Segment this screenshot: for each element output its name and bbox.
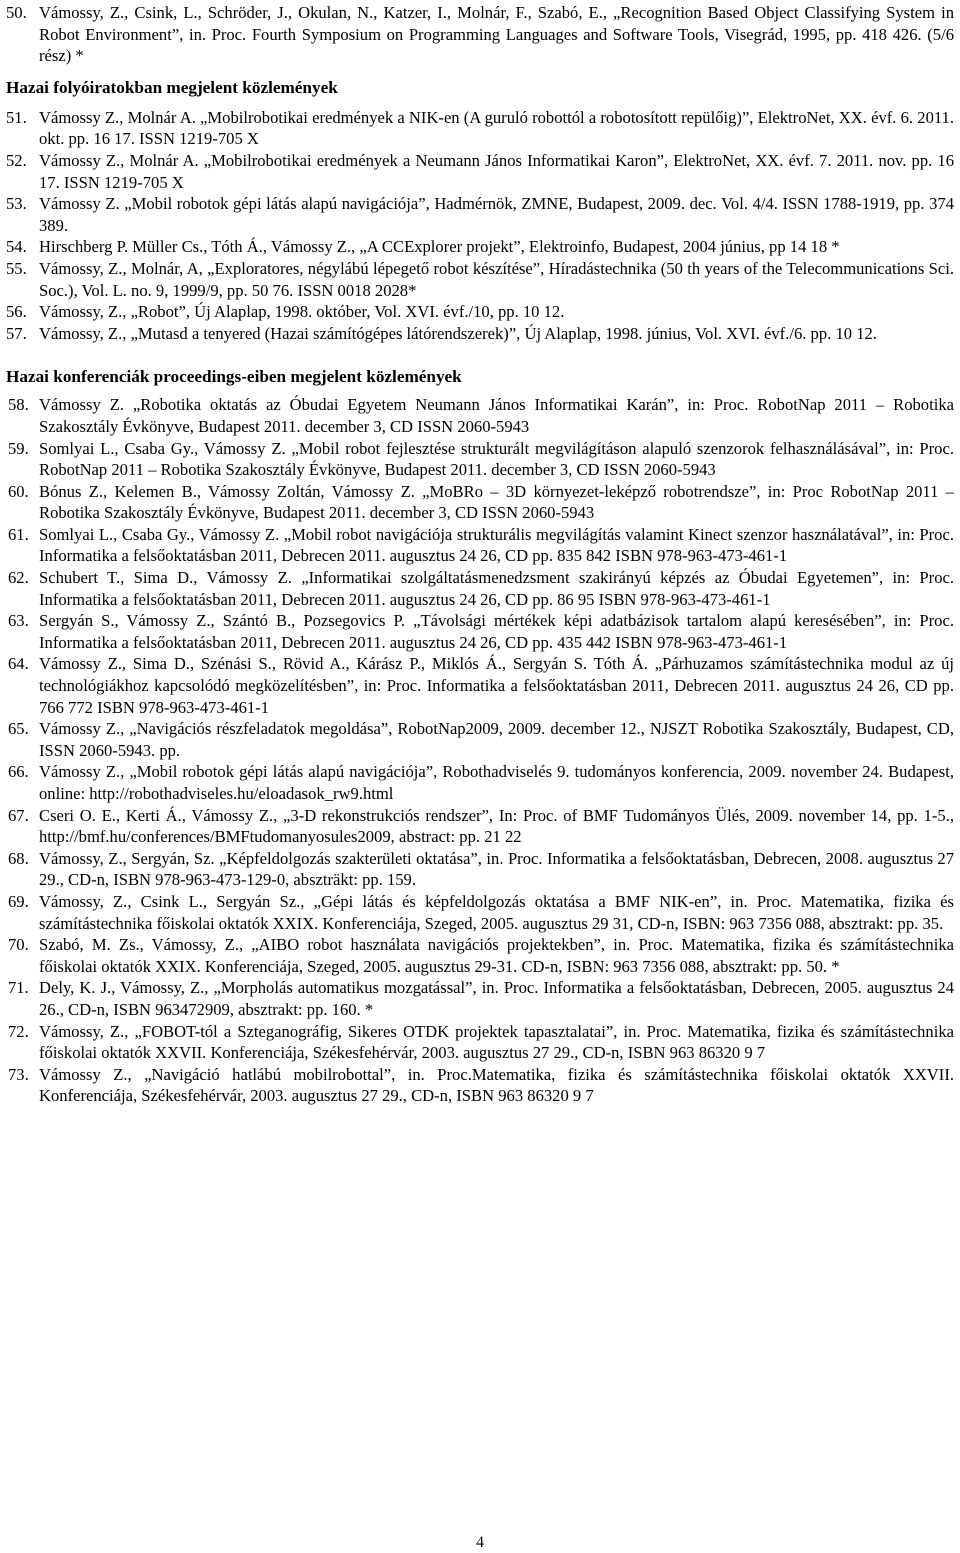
entry-text: Vámossy, Z., Sergyán, Sz. „Képfeldolgozás szakterületi oktatása”, in. Proc. Informatika a felsőoktatásban, Debrecen, 2008. augusztus 27 29., CD-n, ISBN 978-963-473-129-0, abszträkt: pp. 159.	[39, 848, 954, 890]
list-item	[6, 150, 954, 193]
list-item	[6, 236, 954, 258]
list-item	[6, 977, 954, 1020]
entry-number: 56.	[6, 302, 27, 322]
entry-text: Sergyán S., Vámossy Z., Szántó B., Pozsegovics P. „Távolsági mértékek képi adatbázisok tartalom alapú keresésében”, in: Proc. Informatika a felsőoktatásban 2011, Debrecen 2011. augusztus 24 26, CD pp. 435 442 ISBN 978-963-473-461-1	[39, 611, 954, 652]
list-item	[6, 1064, 954, 1107]
list-item	[6, 1021, 954, 1064]
list-item	[6, 567, 954, 610]
list-item	[6, 193, 954, 236]
entry-text: Vámossy Z., „Mobil robotok gépi látás alapú navigációja”, Robothadviselés 9. tudományos konferencia, 2009. november 24. Budapest, online: http://robothadviseles.hu/eloadasok_rw9.html	[39, 762, 954, 803]
entry-number: 72.	[8, 1021, 29, 1041]
entry-number: 62.	[8, 568, 29, 588]
entry-number: 57.	[6, 323, 27, 343]
entry-number: 66.	[8, 762, 29, 782]
entry-text: Szabó, M. Zs., Vámossy, Z., „AIBO robot használata navigációs projektekben”, in. Proc. Matematika, fizika és számítástechnika főiskolai oktatók XXIX. Konferenciája, Szeged, 2005. augusztus 29-31. CD-n, ISBN: 963 7356 088, absztrakt: pp. 50. *	[39, 935, 954, 976]
list-item	[6, 323, 954, 345]
list-item	[6, 653, 954, 718]
list-item	[6, 481, 954, 524]
page-number: 4	[476, 1534, 484, 1551]
entry-text: Vámossy, Z., Csink, L., Schröder, J., Okulan, N., Katzer, I., Molnár, F., Szabó, E., „Recognition Based Object Classifying System in Robot Environment”, in. Proc. Fourth Symposium on Programming Languages and Software Tools, Visegrád, 1995, pp. 418 426. (5/6 rész) *	[39, 3, 954, 66]
list-item	[6, 394, 954, 437]
entry-text: Vámossy Z., „Navigációs részfeladatok megoldása”, RobotNap2009, 2009. december 12., NJSZT Robotika Szakosztály, Budapest, CD, ISSN 2060-5943. pp.	[39, 719, 954, 760]
list-item	[6, 891, 954, 934]
entry-text: Cseri O. E., Kerti Á., Vámossy Z., „3-D rekonstrukciós rendszer”, In: Proc. of BMF Tudományos Ülés, 2009. november 14, pp. 1-5., http://bmf.hu/conferences/BMFtudomanyosules2009, abstract: pp. 21 22	[39, 805, 954, 847]
list-item	[6, 107, 954, 150]
entry-number: 70.	[8, 935, 29, 955]
entry-number: 60.	[8, 481, 29, 501]
entry-text: Vámossy, Z., Molnár, A, „Exploratores, négylábú lépegető robot készítése”, Híradástechnika (50 th years of the Telecommunications Sci. Soc.), Vol. L. no. 9, 1999/9, pp. 50 76. ISSN 0018 2028*	[39, 258, 954, 300]
entry-number: 71.	[8, 978, 29, 998]
entry-number: 53.	[6, 194, 27, 214]
entry-number: 69.	[8, 891, 29, 911]
entry-text: Hirschberg P. Müller Cs., Tóth Á., Vámossy Z., „A CCExplorer projekt”, Elektroinfo, Budapest, 2004 június, pp 14 18 *	[39, 237, 840, 257]
list-item	[6, 805, 954, 848]
entry-number: 59.	[8, 438, 29, 458]
list-item	[6, 934, 954, 977]
entry-number: 55.	[6, 258, 27, 278]
entry-text: Vámossy Z., Sima D., Szénási S., Rövid A., Kárász P., Miklós Á., Sergyán S. Tóth Á. „Párhuzamos számítástechnika modul az új technológiákhoz kapcsolódó megközelítésben”, in: Proc. Informatika a felsőoktatásban 2011, Debrecen 2011. augusztus 24 26, CD pp. 766 772 ISBN 978-963-473-461-1	[39, 654, 954, 717]
entry-text: Vámossy, Z., „Mutasd a tenyered (Hazai számítógépes látórendszerek)”, Új Alaplap, 1998. június, Vol. XVI. évf./6. pp. 10 12.	[39, 323, 877, 343]
entry-number: 52.	[6, 150, 27, 170]
entry-text: Vámossy, Z., „FOBOT-tól a Szteganográfig, Sikeres OTDK projektek tapasztalatai”, in. Proc. Matematika, fizika és számítástechnika főiskolai oktatók XXVII. Konferenciája, Székesfehérvár, 2003. augusztus 27 29., CD-n, ISBN 963 86320 9 7	[39, 1021, 954, 1063]
entry-number: 64.	[8, 654, 29, 674]
section-conferences	[6, 394, 954, 1107]
entry-number: 61.	[8, 524, 29, 544]
entry-number: 68.	[8, 848, 29, 868]
entry-text: Vámossy, Z., „Robot”, Új Alaplap, 1998. október, Vol. XVI. évf./10, pp. 10 12.	[39, 302, 565, 322]
entry-text: Schubert T., Sima D., Vámossy Z. „Informatikai szolgáltatásmenedzsment szakirányú képzés az Óbudai Egyetemen”, in: Proc. Informatika a felsőoktatásban 2011, Debrecen 2011. augusztus 24 26, CD pp. 86 95 ISBN 978-963-473-461-1	[39, 568, 954, 609]
entry-number: 63.	[8, 611, 29, 631]
list-item	[6, 301, 954, 323]
entry-text: Vámossy Z., Molnár A. „Mobilrobotikai eredmények a NIK-en (A guruló robottól a robotosított repülőig)”, ElektroNet, XX. évf. 6. 2011. okt. pp. 16 17. ISSN 1219-705 X	[39, 107, 954, 149]
section-heading-conferences: Hazai konferenciák proceedings-eiben megjelent közlemények	[6, 367, 462, 387]
entry-text: Somlyai L., Csaba Gy., Vámossy Z. „Mobil robot navigációja strukturális megvilágítás valamint Kinect szenzor használatával”, in: Proc. Informatika a felsőoktatásban 2011, Debrecen 2011. augusztus 24 26, CD pp. 835 842 ISBN 978-963-473-461-1	[39, 524, 954, 566]
entry-text: Vámossy Z. „Mobil robotok gépi látás alapú navigációja”, Hadmérnök, ZMNE, Budapest, 2009. dec. Vol. 4/4. ISSN 1788-1919, pp. 374 389.	[39, 194, 954, 235]
entry-number: 50.	[6, 3, 27, 22]
list-item	[6, 761, 954, 804]
list-item	[6, 438, 954, 481]
section-journals	[6, 107, 954, 345]
entry-text: Vámossy, Z., Csink L., Sergyán Sz., „Gépi látás és képfeldolgozás oktatása a BMF NIK-en”, in. Proc. Matematika, fizika és számítástechnika főiskolai oktatók XXIX. Konferenciája, Szeged, 2005. augusztus 29 31, CD-n, ISBN: 963 7356 088, absztrakt: pp. 35.	[39, 891, 954, 933]
entry-number: 65.	[8, 719, 29, 739]
entry-number: 73.	[8, 1064, 29, 1084]
list-item	[6, 258, 954, 301]
entry-text: Vámossy Z. „Robotika oktatás az Óbudai Egyetem Neumann János Informatikai Karán”, in: Proc. RobotNap 2011 – Robotika Szakosztály Évkönyve, Budapest 2011. december 3, CD ISSN 2060-5943	[39, 395, 954, 436]
list-item	[6, 718, 954, 761]
list-item	[6, 2, 954, 67]
entry-text: Vámossy Z., Molnár A. „Mobilrobotikai eredmények a Neumann János Informatikai Karon”, ElektroNet, XX. évf. 7. 2011. nov. pp. 16 17. ISSN 1219-705 X	[39, 150, 954, 192]
list-item	[6, 848, 954, 891]
list-item	[6, 610, 954, 653]
list-item	[6, 524, 954, 567]
entry-number: 67.	[8, 805, 29, 825]
entry-text: Bónus Z., Kelemen B., Vámossy Zoltán, Vámossy Z. „MoBRo – 3D környezet-leképző robotrendsze”, in: Proc RobotNap 2011 – Robotika Szakosztály Évkönyve, Budapest 2011. december 3, CD ISSN 2060-5943	[39, 481, 954, 523]
entry-text: Dely, K. J., Vámossy, Z., „Morpholás automatikus mozgatással”, in. Proc. Informatika a felsőoktatásban, Debrecen, 2005. augusztus 24 26., CD-n, ISBN 963472909, absztrakt: pp. 160. *	[39, 978, 954, 1019]
section-heading-journals: Hazai folyóiratokban megjelent közlemények	[6, 77, 338, 97]
entry-number: 51.	[6, 107, 27, 127]
publication-list	[6, 2, 954, 1107]
entry-number: 58.	[8, 395, 29, 415]
entry-text: Vámossy Z., „Navigáció hatlábú mobilrobottal”, in. Proc.Matematika, fizika és számítástechnika főiskolai oktatók XXVII. Konferenciája, Székesfehérvár, 2003. augusztus 27 29., CD-n, ISBN 963 86320 9 7	[39, 1064, 954, 1106]
entry-text: Somlyai L., Csaba Gy., Vámossy Z. „Mobil robot fejlesztése strukturált megvilágításon alapuló szenzorok felhasználásával”, in: Proc. RobotNap 2011 – Robotika Szakosztály Évkönyve, Budapest 2011. december 3, CD ISSN 2060-5943	[39, 438, 954, 480]
entry-number: 54.	[6, 237, 27, 257]
